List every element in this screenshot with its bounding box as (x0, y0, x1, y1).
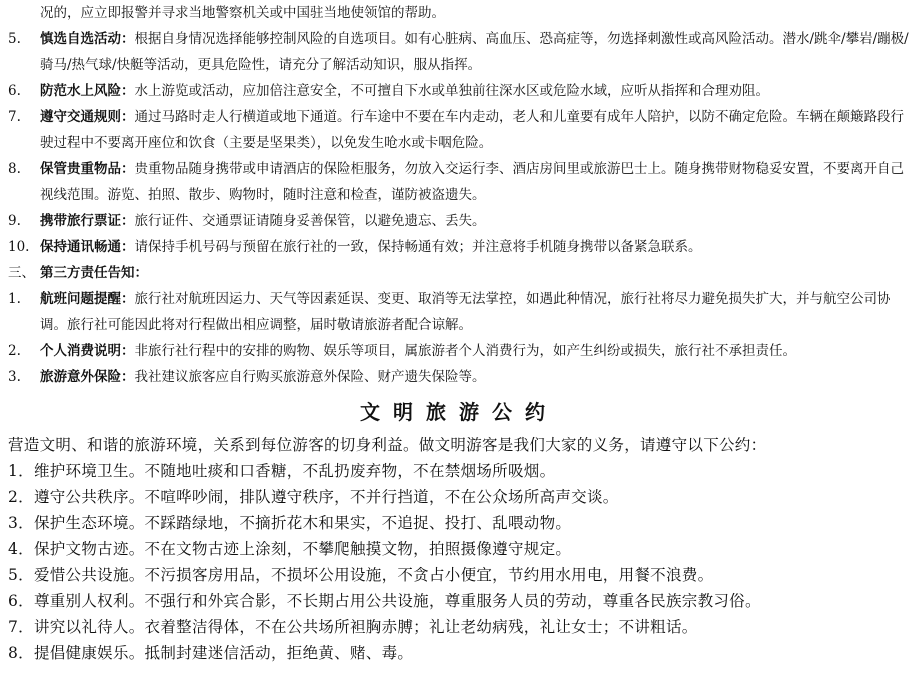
list-item (8, 156, 910, 208)
document-page (8, 0, 910, 666)
convention-item: 1．维护环境卫生。不随地吐痰和口香糖，不乱扔废弃物，不在禁烟场所吸烟。 (8, 462, 556, 480)
item-text: 旅行社对航班因运力、天气等因素延误、变更、取消等无法掌控，如遇此种情况，旅行社将尽力避免损失扩大，并与航空公司协调。旅行社可能因此将对行程做出相应调整，届时敬请旅游者配合谅解。 (40, 291, 891, 333)
list-item (8, 208, 910, 234)
convention-item: 3．保护生态环境。不踩踏绿地，不摘折花木和果实，不追捉、投打、乱喂动物。 (8, 514, 572, 532)
item-title: 航班问题提醒： (40, 291, 135, 307)
item-number: 10. (8, 239, 30, 255)
item-title: 旅游意外保险： (40, 369, 135, 385)
item-number: 6. (8, 83, 21, 99)
convention-items (8, 458, 910, 666)
item-number: 3. (8, 369, 21, 385)
item-body (40, 26, 910, 78)
convention-item: 7．讲究以礼待人。衣着整洁得体，不在公共场所袒胸赤膊；礼让老幼病残，礼让女士；不讲粗话。 (8, 618, 698, 636)
item-number: 5. (8, 31, 21, 47)
list-item (8, 234, 910, 260)
list-item (8, 26, 910, 78)
section-title: 第三方责任告知： (40, 265, 148, 281)
item-body (40, 104, 910, 156)
item-text: 根据自身情况选择能够控制风险的自选项目。如有心脏病、高血压、恐高症等，勿选择刺激性或高风险活动。潜水/跳伞/攀岩/蹦极/骑马/热气球/快艇等活动，更具危险性，请充分了解活动知识，服从指挥。 (40, 31, 909, 73)
item-number: 9. (8, 213, 21, 229)
section-number: 三、 (8, 265, 35, 281)
item-text: 水上游览或活动，应加倍注意安全，不可擅自下水或单独前往深水区或危险水域，应听从指挥和合理劝阻。 (134, 83, 769, 99)
convention-intro: 营造文明、和谐的旅游环境，关系到每位游客的切身利益。做文明游客是我们大家的义务，请遵守以下公约： (8, 436, 767, 454)
item-text: 我社建议旅客应自行购买旅游意外保险、财产遗失保险等。 (134, 369, 486, 385)
item-number: 7. (8, 109, 21, 125)
item-text: 非旅行社行程中的安排的购物、娱乐等项目，属旅游者个人消费行为，如产生纠纷或损失，旅行社不承担责任。 (134, 343, 796, 359)
item-number: 8. (8, 161, 21, 177)
item-title: 保持通讯畅通： (40, 239, 135, 255)
item-number: 2. (8, 343, 21, 359)
convention-item: 5．爱惜公共设施。不污损客房用品，不损坏公用设施，不贪占小便宜，节约用水用电，用餐不浪费。 (8, 566, 714, 584)
item-body (40, 234, 910, 260)
item-title: 携带旅行票证： (40, 213, 135, 229)
convention-item: 2．遵守公共秩序。不喧哗吵闹，排队遵守秩序，不并行挡道，不在公众场所高声交谈。 (8, 488, 619, 506)
item-body (40, 338, 910, 364)
item-body (40, 78, 910, 104)
convention-item: 6．尊重别人权利。不强行和外宾合影，不长期占用公共设施，尊重服务人员的劳动，尊重各民族宗教习俗。 (8, 592, 761, 610)
safety-items (8, 26, 910, 260)
convention-title: 文明旅游公约 (360, 400, 558, 424)
convention-item: 4．保护文物古迹。不在文物古迹上涂刻，不攀爬触摸文物，拍照摄像遵守规定。 (8, 540, 572, 558)
list-item (8, 78, 910, 104)
item-text: 通过马路时走人行横道或地下通道。行车途中不要在车内走动，老人和儿童要有成年人陪护，以防不确定危险。车辆在颠簸路段行驶过程中不要离开座位和饮食（主要是坚果类），以免发生呛水或卡咽危险。 (40, 109, 904, 151)
item-body (40, 156, 910, 208)
item-text: 贵重物品随身携带或申请酒店的保险柜服务，勿放入交运行李、酒店房间里或旅游巴士上。随身携带财物稳妥安置，不要离开自己视线范围。游览、拍照、散步、购物时，随时注意和检查，谨防被盗遗失。 (40, 161, 904, 203)
list-item (8, 286, 910, 338)
third-party-items (8, 286, 910, 390)
item-body (40, 286, 910, 338)
intro-continuation: 况的，应立即报警并寻求当地警察机关或中国驻当地使领馆的帮助。 (40, 5, 445, 21)
item-text: 旅行证件、交通票证请随身妥善保管，以避免遗忘、丢失。 (134, 213, 486, 229)
item-body (40, 364, 910, 390)
item-text: 请保持手机号码与预留在旅行社的一致，保持畅通有效；并注意将手机随身携带以备紧急联系。 (134, 239, 702, 255)
list-item (8, 364, 910, 390)
item-title: 遵守交通规则： (40, 109, 135, 125)
list-item (8, 338, 910, 364)
item-title: 防范水上风险： (40, 83, 135, 99)
list-item (8, 104, 910, 156)
item-number: 1. (8, 291, 21, 307)
item-body (40, 208, 910, 234)
convention-item: 8．提倡健康娱乐。抵制封建迷信活动，拒绝黄、赌、毒。 (8, 644, 414, 662)
item-title: 个人消费说明： (40, 343, 135, 359)
item-title: 保管贵重物品： (40, 161, 135, 177)
third-party-header (8, 260, 910, 286)
item-title: 慎选自选活动： (40, 31, 135, 47)
